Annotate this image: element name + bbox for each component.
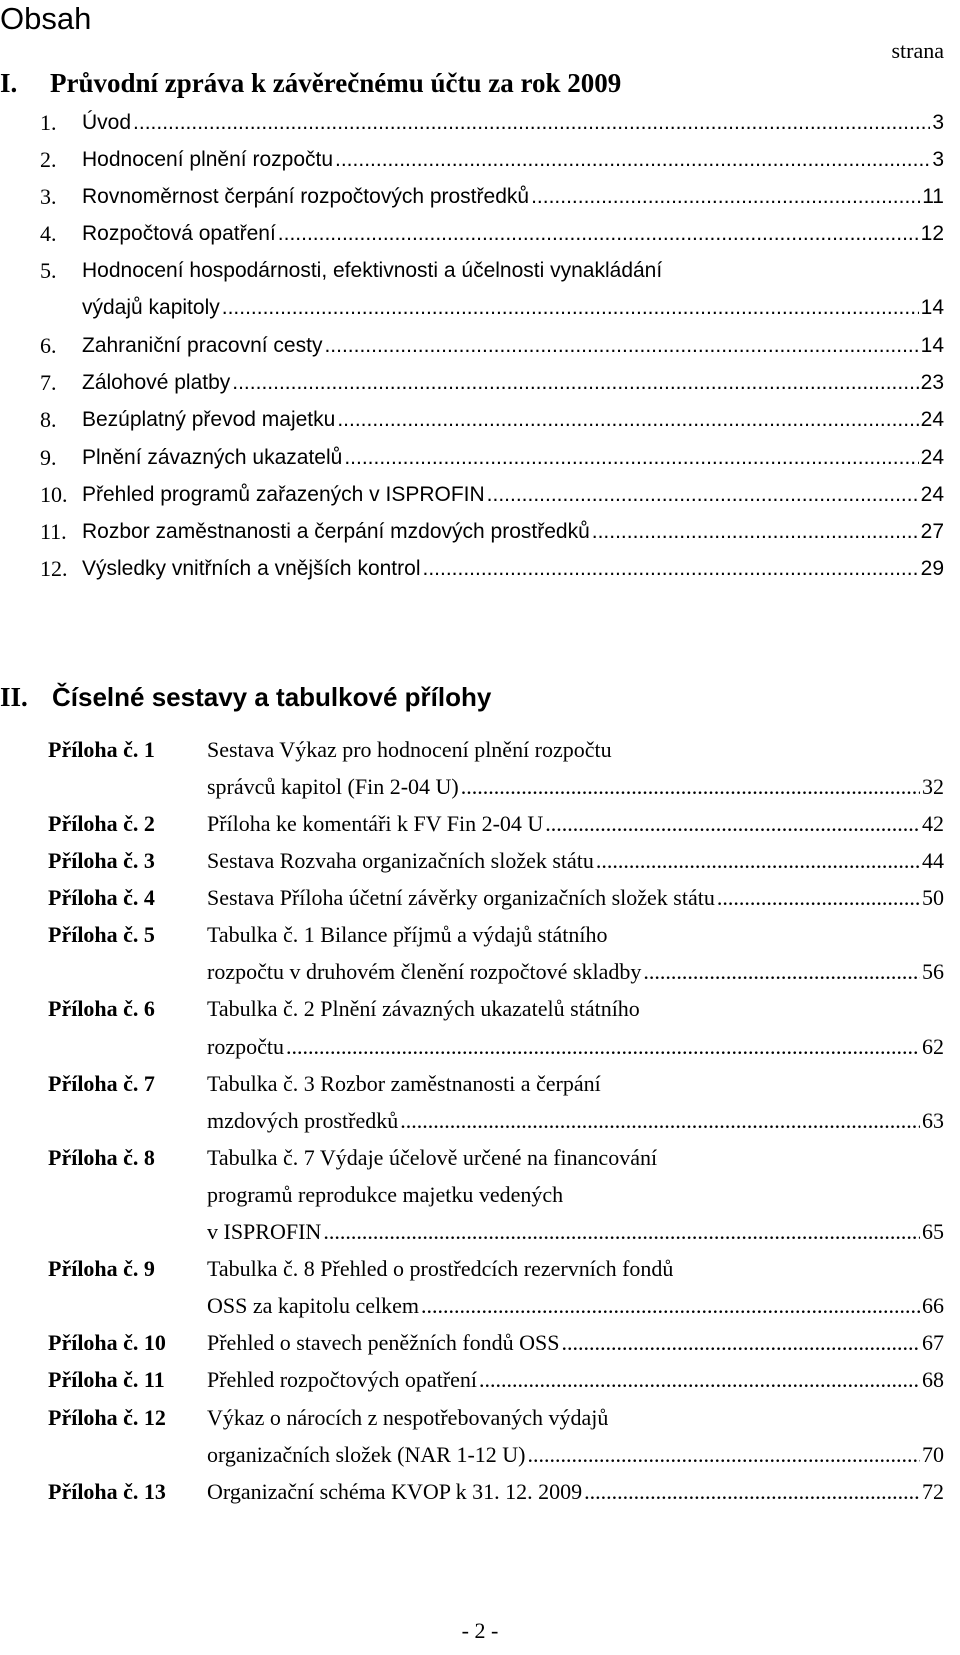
- toc-entry-line[interactable]: [0, 401, 944, 439]
- toc-entry-text: Výsledky vnitřních a vnějších kontrol: [82, 557, 421, 580]
- toc-entry-page: 3: [932, 111, 944, 134]
- appendix-entry-line[interactable]: [0, 1102, 944, 1140]
- dot-leader: [596, 842, 920, 880]
- appendix-entry-text: Tabulka č. 2 Plnění závazných ukazatelů státního: [207, 996, 640, 1021]
- appendix-entry-text: Přehled rozpočtových opatření: [207, 1367, 478, 1392]
- appendix-entry-text: organizačních složek (NAR 1-12 U): [207, 1442, 526, 1467]
- toc-entry-number: 1.: [40, 110, 57, 135]
- toc-entry-text: Rovnoměrnost čerpání rozpočtových prostředků: [82, 185, 530, 208]
- toc-entry-line[interactable]: [0, 252, 944, 290]
- appendix-label: Příloha č. 1: [48, 737, 155, 762]
- toc-entry-number: 12.: [40, 556, 68, 581]
- toc-entry-number: 8.: [40, 407, 57, 432]
- dot-leader: [487, 476, 919, 514]
- toc-entry-number: 4.: [40, 221, 57, 246]
- toc-entry-page: 29: [920, 557, 944, 580]
- appendix-entry-page: 68: [922, 1367, 944, 1392]
- appendix-entry-line[interactable]: [0, 1361, 944, 1399]
- appendix-label: Příloha č. 2: [48, 811, 155, 836]
- dot-leader: [643, 953, 920, 991]
- appendix-entry-line[interactable]: [0, 1250, 944, 1288]
- appendix-entry-text: Tabulka č. 3 Rozbor zaměstnanosti a čerpání: [207, 1071, 601, 1096]
- appendix-entry-line[interactable]: [0, 1399, 944, 1437]
- appendix-entry-text: Tabulka č. 8 Přehled o prostředcích rezervních fondů: [207, 1256, 674, 1281]
- dot-leader: [335, 141, 930, 179]
- toc-entry-line[interactable]: [0, 215, 944, 253]
- appendix-entry-text: v ISPROFIN: [207, 1219, 322, 1244]
- appendix-entry-line[interactable]: [0, 1028, 944, 1066]
- toc-entry-number: 5.: [40, 258, 57, 283]
- dot-leader: [562, 1324, 920, 1362]
- appendix-entry-line[interactable]: [0, 1213, 944, 1251]
- appendix-label: Příloha č. 11: [48, 1367, 165, 1392]
- dot-leader: [133, 104, 930, 142]
- appendix-entry-text: mzdových prostředků: [207, 1108, 399, 1133]
- section-2-heading: [0, 682, 491, 713]
- appendix-label: Příloha č. 3: [48, 848, 155, 873]
- appendix-entry-line[interactable]: [0, 1324, 944, 1362]
- appendix-entry-line[interactable]: [0, 916, 944, 954]
- toc-entry-line[interactable]: [0, 364, 944, 402]
- appendix-label: Příloha č. 5: [48, 922, 155, 947]
- appendix-entry-page: 67: [922, 1330, 944, 1355]
- appendix-entry-text: programů reprodukce majetku vedených: [207, 1182, 564, 1207]
- appendix-label: Příloha č. 13: [48, 1479, 166, 1504]
- dot-leader: [278, 215, 919, 253]
- toc-entry-text: Přehled programů zařazených v ISPROFIN: [82, 483, 485, 506]
- toc-entry-page: 12: [920, 222, 944, 245]
- appendix-entry-line[interactable]: [0, 768, 944, 806]
- appendix-label: Příloha č. 10: [48, 1330, 166, 1355]
- toc-entry-text: Rozpočtová opatření: [82, 222, 276, 245]
- appendix-entry-text: Organizační schéma KVOP k 31. 12. 2009: [207, 1479, 583, 1504]
- toc-entry-line[interactable]: [0, 104, 944, 142]
- dot-leader: [232, 364, 918, 402]
- dot-leader: [592, 513, 919, 551]
- toc-entry-number: 9.: [40, 445, 57, 470]
- appendix-entry-line[interactable]: [0, 1176, 944, 1214]
- appendix-entry-text: OSS za kapitolu celkem: [207, 1293, 420, 1318]
- toc-entry-line[interactable]: [0, 327, 944, 365]
- toc-title: Obsah: [0, 1, 92, 36]
- toc-entry-text: Rozbor zaměstnanosti a čerpání mzdových prostředků: [82, 520, 590, 543]
- appendix-entry-text: rozpočtu: [207, 1034, 284, 1059]
- toc-entry-text: Zálohové platby: [82, 371, 231, 394]
- toc-entry-text: Hodnocení plnění rozpočtu: [82, 148, 334, 171]
- appendix-label: Příloha č. 7: [48, 1071, 155, 1096]
- appendix-entry-line[interactable]: [0, 990, 944, 1028]
- appendix-entry-line[interactable]: [0, 731, 944, 769]
- appendix-entry-line[interactable]: [0, 1473, 944, 1511]
- toc-entry-page: 24: [920, 408, 944, 431]
- dot-leader: [461, 768, 920, 806]
- dot-leader: [400, 1102, 920, 1140]
- section-1-title: Průvodní zpráva k závěrečnému účtu za rok 2009: [50, 68, 622, 98]
- toc-entry-line[interactable]: [0, 550, 944, 588]
- appendix-label: Příloha č. 6: [48, 996, 155, 1021]
- dot-leader: [421, 1287, 920, 1325]
- appendix-label: Příloha č. 12: [48, 1405, 166, 1430]
- appendix-entry-page: 72: [922, 1479, 944, 1504]
- appendix-entry-page: 66: [922, 1293, 944, 1318]
- toc-entry-text: Bezúplatný převod majetku: [82, 408, 336, 431]
- toc-entry-number: 2.: [40, 147, 57, 172]
- appendix-entry-text: Výkaz o nárocích z nespotřebovaných výdajů: [207, 1405, 609, 1430]
- appendix-entry-line[interactable]: [0, 1436, 944, 1474]
- toc-entry-page: 24: [920, 446, 944, 469]
- toc-entry-page: 14: [920, 296, 944, 319]
- dot-leader: [422, 550, 918, 588]
- toc-entry-text: Zahraniční pracovní cesty: [82, 334, 323, 357]
- appendix-entry-line[interactable]: [0, 879, 944, 917]
- toc-entry-number: 7.: [40, 370, 57, 395]
- appendix-entry-line[interactable]: [0, 1139, 944, 1177]
- toc-entry-page: 23: [920, 371, 944, 394]
- section-2-title: Číselné sestavy a tabulkové přílohy: [52, 682, 492, 712]
- appendix-entry-line[interactable]: [0, 1287, 944, 1325]
- appendix-entry-line[interactable]: [0, 842, 944, 880]
- toc-entry-page: 3: [932, 148, 944, 171]
- appendix-entry-line[interactable]: [0, 1065, 944, 1103]
- appendix-entry-text: Sestava Příloha účetní závěrky organizačních složek státu: [207, 885, 715, 910]
- appendix-entry-line[interactable]: [0, 953, 944, 991]
- toc-entry-number: 10.: [40, 482, 68, 507]
- appendix-entry-page: 42: [922, 811, 944, 836]
- dot-leader: [344, 439, 918, 477]
- dot-leader: [545, 805, 920, 843]
- appendix-entry-page: 56: [922, 959, 944, 984]
- appendix-entry-text: Tabulka č. 1 Bilance příjmů a výdajů státního: [207, 922, 608, 947]
- toc-entry-line[interactable]: [0, 289, 944, 327]
- appendix-entry-text: správců kapitol (Fin 2-04 U): [207, 774, 459, 799]
- appendix-entry-text: Tabulka č. 7 Výdaje účelově určené na financování: [207, 1145, 658, 1170]
- toc-entry-text: výdajů kapitoly: [82, 296, 220, 319]
- dot-leader: [337, 401, 918, 439]
- appendix-entry-page: 32: [922, 774, 944, 799]
- appendix-entry-page: 62: [922, 1034, 944, 1059]
- appendix-entry-page: 44: [922, 848, 944, 873]
- toc-entry-text: Úvod: [82, 111, 132, 134]
- dot-leader: [323, 1213, 920, 1251]
- toc-entry-page: 24: [920, 483, 944, 506]
- appendix-entry-page: 50: [922, 885, 944, 910]
- appendix-label: Příloha č. 8: [48, 1145, 155, 1170]
- appendix-entry-page: 70: [922, 1442, 944, 1467]
- appendix-entry-text: Sestava Výkaz pro hodnocení plnění rozpočtu: [207, 737, 612, 762]
- appendix-label: Příloha č. 9: [48, 1256, 155, 1281]
- dot-leader: [324, 327, 918, 365]
- toc-entry-line[interactable]: [0, 513, 944, 551]
- dot-leader: [531, 178, 920, 216]
- toc-entry-number: 6.: [40, 333, 57, 358]
- dot-leader: [286, 1028, 920, 1066]
- toc-entry-line[interactable]: [0, 178, 944, 216]
- appendix-entry-text: Přehled o stavech peněžních fondů OSS: [207, 1330, 560, 1355]
- appendix-entry-text: rozpočtu v druhovém členění rozpočtové skladby: [207, 959, 642, 984]
- toc-entry-page: 27: [920, 520, 944, 543]
- toc-entry-text: Hodnocení hospodárnosti, efektivnosti a účelnosti vynakládání: [82, 259, 663, 282]
- page-number-footer: - 2 -: [461, 1618, 499, 1643]
- appendix-entry-text: Příloha ke komentáři k FV Fin 2-04 U: [207, 811, 544, 836]
- dot-leader: [222, 289, 919, 327]
- toc-entry-number: 3.: [40, 184, 57, 209]
- appendix-entry-line[interactable]: [0, 805, 944, 843]
- appendix-label: Příloha č. 4: [48, 885, 155, 910]
- appendix-entry-text: Sestava Rozvaha organizačních složek státu: [207, 848, 594, 873]
- page-column-label: strana: [891, 38, 944, 63]
- toc-entry-line[interactable]: [0, 141, 944, 179]
- toc-entry-number: 11.: [40, 519, 67, 544]
- section-1-heading: [0, 68, 621, 99]
- toc-entry-text: Plnění závazných ukazatelů: [82, 446, 343, 469]
- dot-leader: [528, 1436, 921, 1474]
- section-1-number: I.: [0, 68, 18, 98]
- section-2-number: II.: [0, 682, 28, 712]
- dot-leader: [584, 1473, 920, 1511]
- toc-entry-page: 14: [920, 334, 944, 357]
- dot-leader: [717, 879, 920, 917]
- toc-entry-line[interactable]: [0, 439, 944, 477]
- toc-entry-line[interactable]: [0, 476, 944, 514]
- dot-leader: [479, 1361, 920, 1399]
- appendix-entry-page: 65: [922, 1219, 944, 1244]
- toc-entry-page: 11: [922, 185, 944, 208]
- appendix-entry-page: 63: [922, 1108, 944, 1133]
